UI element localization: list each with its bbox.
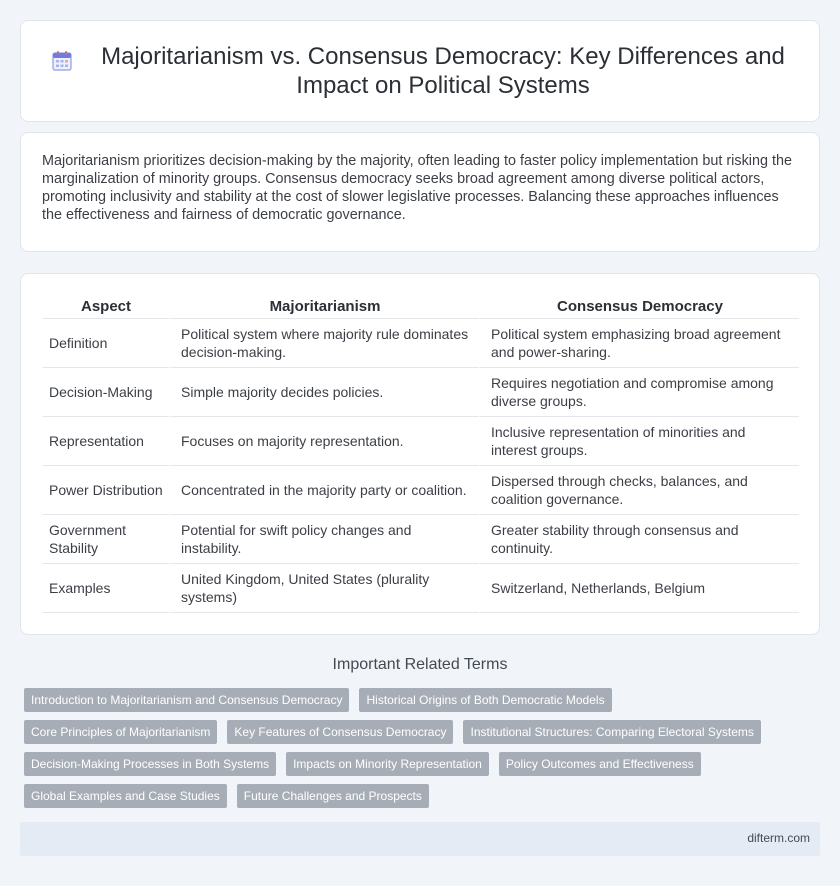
table-row xyxy=(43,466,799,515)
table-cell-majoritarianism: Concentrated in the majority party or coalition. xyxy=(169,466,479,515)
related-term-tag[interactable]: Global Examples and Case Studies xyxy=(24,784,227,808)
table-cell-majoritarianism: Simple majority decides policies. xyxy=(169,368,479,417)
comparison-table xyxy=(43,296,799,613)
header-aspect: Aspect xyxy=(43,296,169,319)
tag-row xyxy=(24,752,804,776)
table-row xyxy=(43,564,799,613)
table-cell-consensus: Inclusive representation of minorities and interest groups. xyxy=(479,417,799,466)
intro-text: Majoritarianism prioritizes decision-making by the majority, often leading to faster policy implementation but risking the marginalization of minority groups. Consensus democracy seeks broad agreement among diverse political actors, promoting inclusivity and stability at the cost of slower legislative processes. Balancing these approaches influences the effectiveness and fairness of democratic governance. xyxy=(42,153,792,223)
tag-row xyxy=(24,688,804,712)
related-term-tag[interactable]: Future Challenges and Prospects xyxy=(237,784,429,808)
comparison-table-card xyxy=(20,273,820,635)
table-cell-consensus: Requires negotiation and compromise among diverse groups. xyxy=(479,368,799,417)
table-cell-aspect: Power Distribution xyxy=(43,466,169,515)
table-cell-aspect: Government Stability xyxy=(43,515,169,564)
related-term-tag[interactable]: Key Features of Consensus Democracy xyxy=(227,720,453,744)
table-row xyxy=(43,368,799,417)
table-cell-majoritarianism: United Kingdom, United States (plurality systems) xyxy=(169,564,479,613)
related-term-tag[interactable]: Historical Origins of Both Democratic Models xyxy=(359,688,611,712)
tag-row xyxy=(24,720,804,744)
footer-site-link[interactable]: difterm.com xyxy=(747,831,810,845)
table-cell-aspect: Definition xyxy=(43,319,169,368)
table-cell-aspect: Examples xyxy=(43,564,169,613)
table-cell-majoritarianism: Potential for swift policy changes and instability. xyxy=(169,515,479,564)
title-wrap xyxy=(50,42,790,100)
related-term-tag[interactable]: Core Principles of Majoritarianism xyxy=(24,720,217,744)
table-cell-aspect: Representation xyxy=(43,417,169,466)
related-term-tag[interactable]: Impacts on Minority Representation xyxy=(286,752,489,776)
page-title: Majoritarianism vs. Consensus Democracy: Key Differences and Impact on Political Systems xyxy=(101,43,785,99)
title-card xyxy=(20,20,820,122)
table-row xyxy=(43,515,799,564)
related-terms-list xyxy=(24,688,804,816)
related-term-tag[interactable]: Decision-Making Processes in Both Systems xyxy=(24,752,276,776)
table-cell-consensus: Dispersed through checks, balances, and coalition governance. xyxy=(479,466,799,515)
related-terms-heading: Important Related Terms xyxy=(332,656,508,673)
table-cell-majoritarianism: Focuses on majority representation. xyxy=(169,417,479,466)
table-cell-consensus: Greater stability through consensus and continuity. xyxy=(479,515,799,564)
header-consensus-democracy: Consensus Democracy xyxy=(479,296,799,319)
table-cell-aspect: Decision-Making xyxy=(43,368,169,417)
intro-card xyxy=(20,132,820,252)
table-header-row xyxy=(43,296,799,319)
table-cell-consensus: Switzerland, Netherlands, Belgium xyxy=(479,564,799,613)
table-cell-consensus: Political system emphasizing broad agreement and power-sharing. xyxy=(479,319,799,368)
related-term-tag[interactable]: Policy Outcomes and Effectiveness xyxy=(499,752,701,776)
table-row xyxy=(43,319,799,368)
tag-row xyxy=(24,784,804,808)
related-term-tag[interactable]: Institutional Structures: Comparing Electoral Systems xyxy=(463,720,760,744)
calendar-icon xyxy=(50,49,74,73)
related-term-tag[interactable]: Introduction to Majoritarianism and Consensus Democracy xyxy=(24,688,349,712)
table-row xyxy=(43,417,799,466)
table-cell-majoritarianism: Political system where majority rule dominates decision-making. xyxy=(169,319,479,368)
header-majoritarianism: Majoritarianism xyxy=(169,296,479,319)
footer xyxy=(20,822,820,856)
